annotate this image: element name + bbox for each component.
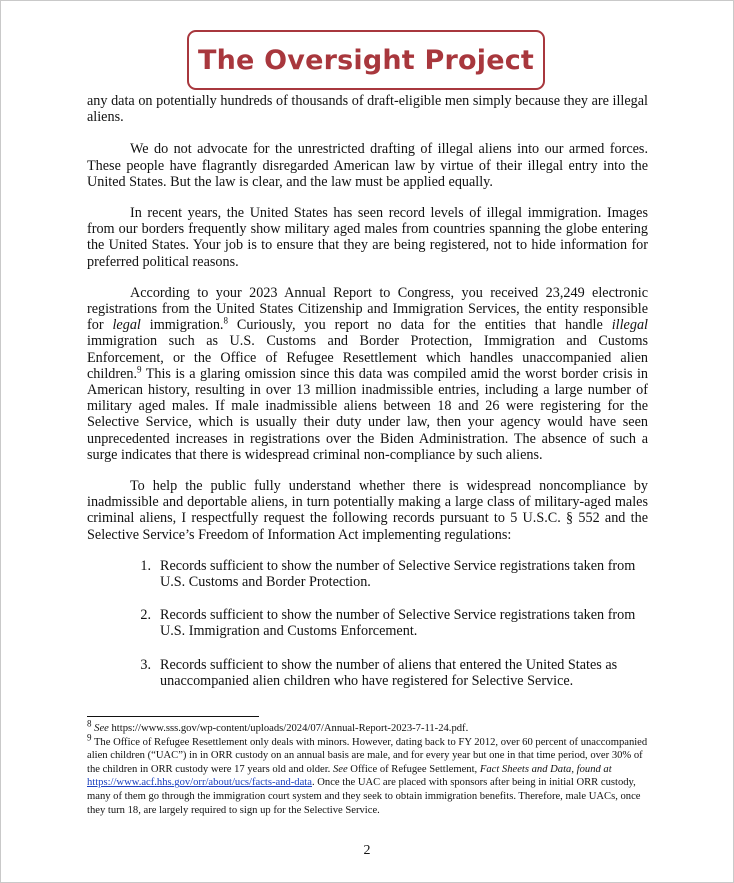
footnote-ref-8: 8 — [223, 315, 228, 326]
paragraph-request-intro: To help the public fully understand whether there is widespread noncompliance by inadmissible and deportable aliens, in turn potentially making a large class of military-aged males criminal aliens, I respectfully request the following records pursuant to 5 U.S.C. § 552 and the Selective Service’s Freedom of Information Act implementing regulations: — [87, 478, 648, 543]
footnote-ref-9: 9 — [137, 364, 142, 375]
paragraph-record-immigration: In recent years, the United States has seen record levels of illegal immigration. Images from our borders frequently show military aged males from countries spanning the globe entering the United States. Your job is to ensure that they are being registered, not to hide information for preferred political reasons. — [87, 205, 648, 270]
request-text: Records sufficient to show the number of Selective Service registrations taken from U.S. Immigration and Customs Enforcement. — [160, 607, 636, 640]
page-number: 2 — [363, 843, 371, 858]
request-text: Records sufficient to show the number of Selective Service registrations taken from U.S. Customs and Border Protection. — [160, 557, 636, 591]
facts-and-data-link[interactable]: https://www.acf.hhs.gov/orr/about/ucs/facts-and-data — [87, 777, 312, 789]
paragraph-no-unrestricted-drafting: We do not advocate for the unrestricted drafting of illegal aliens into our armed forces. These people have flagrantly disregarded American law by virtue of their illegal entry into the United States. But the law is clear, and the law must be applied equally. — [87, 141, 648, 190]
letter-body — [87, 93, 648, 706]
oversight-project-logo — [187, 30, 545, 90]
paragraph-annual-report: According to your 2023 Annual Report to Congress, you received 23,249 electronic registrations from the United States Citizenship and Immigration Services, the entity responsible for legal immigration.$^8$ Curiously, you report no data for the entities that handle illegal immigration such as U.S. Customs and Border Protection, Immigration and Customs Enforcement, or the Office of Refugee Resettlement which handles unaccompanied alien children.$^9$ This is a glaring omission since this data was compiled amid the worst border crisis in American history, resulting in over 13 million inadmissible entries, including a large number of military aged males. If male inadmissible aliens between 18 and 26 were registering for the Selective Service, which is usually their duty under law, then your agency would have seen unprecedented increases in registrations over the Biden Administration. The absence of such a surge indicates that there is widespread criminal non-compliance by such aliens. — [87, 284, 648, 463]
request-number: 1. — [140, 557, 151, 574]
footnote-8: $^8$ See https://www.sss.gov/wp-content/uploads/2024/07/Annual-Report-2023-7-11-24.pdf. — [87, 718, 469, 734]
request-item — [87, 657, 648, 689]
footnote-divider — [87, 716, 259, 717]
request-number: 2. — [140, 607, 151, 624]
logo-text: The Oversight Project — [197, 44, 535, 76]
paragraph-continued: any data on potentially hundreds of thousands of draft-eligible men simply because they are illegal aliens. — [87, 93, 648, 126]
request-text: Records sufficient to show the number of aliens that entered the United States as unaccompanied alien children who have registered for Selective Service. — [160, 656, 618, 689]
footnote-marker: 8 — [87, 718, 92, 729]
request-item — [87, 607, 648, 639]
footnotes — [87, 718, 649, 817]
footnote-marker: 9 — [87, 732, 92, 743]
request-item — [87, 558, 648, 590]
request-list — [87, 558, 648, 689]
footnote-9: $^9$ The Office of Refugee Resettlement only deals with minors. However, dating back to FY 2012, over 60 percent of unaccompanied alien children (“UAC”) in in ORR custody on an annual basis are male, and for every year but one in that time period, over 30% of the children in ORR custody were 17 years old and older. See Office of Refugee Settlement, Fact Sheets and Data, found at https://www.acf.hhs.gov/orr/about/ucs/facts-and-data. Once the UAC are placed with sponsors after being in initial ORR custody, many of them go through the immigration court system and they seek to obtain immigration benefits. Therefore, male UACs, once they turn 18, are largely required to sign up for the Selective Service. — [87, 732, 648, 816]
request-number: 3. — [140, 656, 151, 673]
